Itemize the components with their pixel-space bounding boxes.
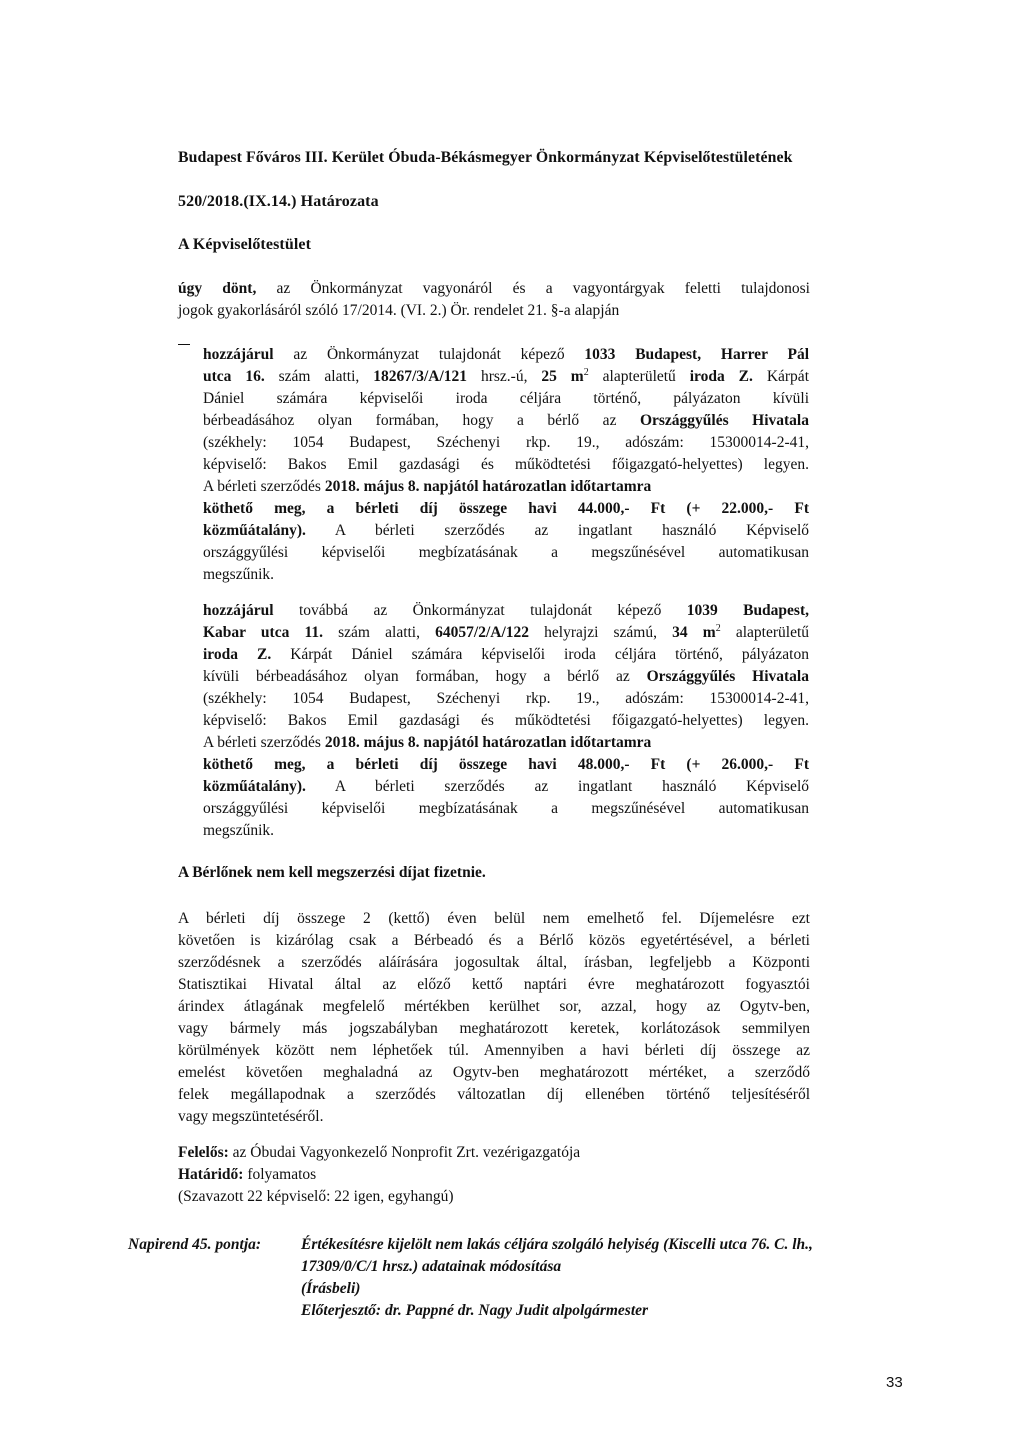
rent-line: árindex átlagának megfelelő mértékben kerülhet sor, azzal, hogy az Ogytv-ben, — [178, 998, 810, 1015]
rent-line: vagy megszüntetéséről. — [178, 1108, 324, 1125]
para-line: köthető meg, a bérleti díj összege havi 48.000,- Ft (+ 26.000,- Ft — [203, 756, 809, 773]
para-line: közműátalány). A bérleti szerződés az ingatlant használó Képviselő — [203, 522, 809, 539]
agenda-title: Értékesítésre kijelölt nem lakás céljára szolgáló helyiség (Kiscelli utca 76. C. lh., — [301, 1236, 813, 1253]
consent-paragraph-2 — [203, 600, 809, 842]
consent-paragraph-1 — [203, 344, 809, 586]
para-line: országgyűlési képviselői megbízatásának a megszűnésével automatikusan — [203, 544, 809, 561]
deadline-line: Határidő: folyamatos — [178, 1166, 317, 1183]
responsible-line: Felelős: az Óbudai Vagyonkezelő Nonprofit Zrt. vezérigazgatója — [178, 1144, 581, 1161]
para-line: Dániel számára képviselői iroda céljára történő, pályázaton kívüli — [203, 390, 809, 407]
para-line: A bérleti szerződés 2018. május 8. napjától határozatlan időtartamra — [203, 478, 652, 495]
rent-line: felek megállapodnak a szerződés változatlan díj ellenében történő teljesítéséről — [178, 1086, 810, 1103]
no-fee-statement: A Bérlőnek nem kell megszerzési díjat fizetnie. — [178, 864, 486, 881]
intro-line: jogok gyakorlásáról szóló 17/2014. (VI. 2.) Ör. rendelet 21. §-a alapján — [178, 302, 620, 319]
rent-line: vagy bármely más jogszabályban meghatározott keretek, korlátozások semmilyen — [178, 1020, 810, 1037]
para-line: (székhely: 1054 Budapest, Széchenyi rkp. 19., adószám: 15300014-2-41, — [203, 434, 809, 451]
vote-line: (Szavazott 22 képviselő: 22 igen, egyhangú) — [178, 1188, 454, 1205]
para-line: bérbeadásához olyan formában, hogy a bérlő az Országgyűlés Hivatala — [203, 412, 809, 429]
para-line: megszűnik. — [203, 566, 275, 583]
rent-line: követően is kizárólag csak a Bérbeadó és a Bérlő közös egyetértésével, a bérleti — [178, 932, 810, 949]
resolution-footer — [178, 1142, 810, 1208]
para-line: Kabar utca 11. szám alatti, 64057/2/A/122 helyrajzi számú, 34 $m^2$ alapterületű — [203, 622, 809, 641]
para-line: országgyűlési képviselői megbízatásának a megszűnésével automatikusan — [203, 800, 809, 817]
agenda-written: (Írásbeli) — [301, 1280, 361, 1297]
para-line: kívüli bérbeadásához olyan formában, hogy a bérlő az Országgyűlés Hivatala — [203, 668, 809, 685]
agenda-body — [301, 1234, 921, 1322]
rent-line: szerződésnek a szerződés aláírására jogosultak által, írásban, legfeljebb a Központi — [178, 954, 810, 971]
rent-line: Statisztikai Hivatal által az előző kettő naptári évre meghatározott fogyasztói — [178, 976, 810, 993]
para-line: (székhely: 1054 Budapest, Széchenyi rkp. 19., adószám: 15300014-2-41, — [203, 690, 809, 707]
para-line: közműátalány). A bérleti szerződés az ingatlant használó Képviselő — [203, 778, 809, 795]
para-line: hozzájárul továbbá az Önkormányzat tulajdonát képező 1039 Budapest, — [203, 602, 809, 619]
para-line: A bérleti szerződés 2018. május 8. napjától határozatlan időtartamra — [203, 734, 652, 751]
para-line: képviselő: Bakos Emil gazdasági és működtetési főigazgató-helyettes) legyen. — [203, 456, 809, 473]
agenda-label: Napirend 45. pontja: — [128, 1236, 262, 1253]
para-line: hozzájárul az Önkormányzat tulajdonát képező 1033 Budapest, Harrer Pál — [203, 346, 809, 363]
para-line: utca 16. szám alatti, 18267/3/A/121 hrsz.-ú, 25 $m^2$ alapterületű iroda Z. Kárpát — [203, 366, 809, 385]
para-line: köthető meg, a bérleti díj összege havi 44.000,- Ft (+ 22.000,- Ft — [203, 500, 809, 517]
page-number: 33 — [886, 1374, 903, 1391]
para-line: képviselő: Bakos Emil gazdasági és működtetési főigazgató-helyettes) legyen. — [203, 712, 809, 729]
body-heading: A Képviselőtestület — [178, 236, 311, 253]
resolution-number: 520/2018.(IX.14.) Határozata — [178, 193, 379, 210]
council-heading: Budapest Főváros III. Kerület Óbuda-Békásmegyer Önkormányzat Képviselőtestületének — [178, 149, 793, 166]
rent-line: A bérleti díj összege 2 (kettő) éven belül nem emelhető fel. Díjemelésre ezt — [178, 910, 810, 927]
intro-paragraph — [178, 278, 810, 322]
rent-adjustment-paragraph — [178, 908, 810, 1128]
para-line: iroda Z. Kárpát Dániel számára képviselői iroda céljára történő, pályázaton — [203, 646, 809, 663]
para-line: megszűnik. — [203, 822, 275, 839]
agenda-presenter: Előterjesztő: dr. Pappné dr. Nagy Judit alpolgármester — [301, 1302, 649, 1319]
bullet-dash — [178, 344, 190, 345]
rent-line: körülmények között nem léphetőek túl. Amennyiben a havi bérleti díj összege az — [178, 1042, 810, 1059]
rent-line: emelést követően meghaladná az Ogytv-ben meghatározott mértéket, a szerződő — [178, 1064, 810, 1081]
intro-line: úgy dönt, az Önkormányzat vagyonáról és a vagyontárgyak feletti tulajdonosi — [178, 280, 810, 297]
agenda-title-cont: 17309/0/C/1 hrsz.) adatainak módosítása — [301, 1258, 562, 1275]
